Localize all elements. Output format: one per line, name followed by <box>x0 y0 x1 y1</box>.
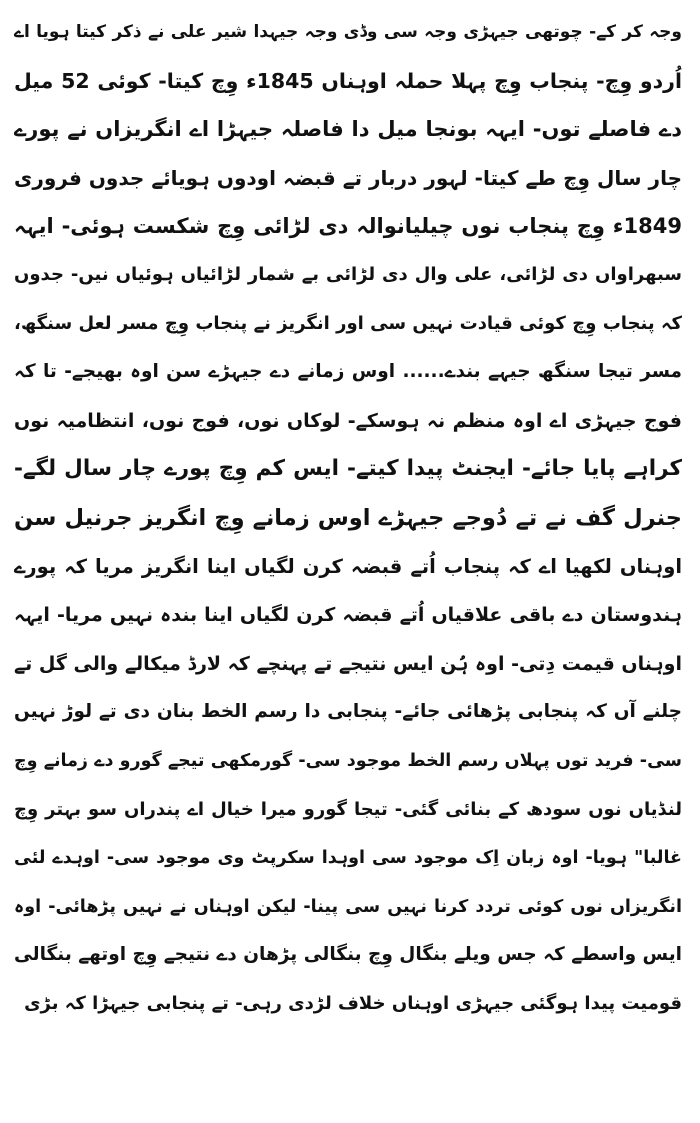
text-line: انگریزاں نوں کوئی تردد کرنا نہیں سی پینا- لیکن اوہناں نے نہیں پڑھائی- اوہ <box>14 896 682 917</box>
text-line: کراہے پایا جائے- ایجنٹ پیدا کیتے- ایس کم وِچ پورے چار سال لگے- <box>14 456 682 482</box>
text-line: اُردو وِچ- پنجاب وِچ پہلا حملہ اوہناں 1845ء وِچ کیتا- کوئی 52 میل <box>14 68 682 93</box>
text-line: سبھراواں دی لڑائی، علی وال دی لڑائی بے شمار لڑائیاں ہوئیاں نیں- جدوں <box>14 263 682 285</box>
text-line: فوج جیہڑی اے اوہ منظم نہ ہوسکے- لوکاں نوں، فوج نوں، انتظامیہ نوں <box>14 409 682 432</box>
text-line: اوہناں لکھیا اے کہ پنجاب اُتے قبضہ کرن لگیاں اینا انگریز مریا کہ پورے <box>14 554 682 578</box>
text-line: چلنے آں کہ پنجابی پڑھائی جائے- پنجابی دا رسم الخط بنان دی تے لوڑ نہیں <box>14 701 682 723</box>
text-line: جنرل گف نے تے دُوجے جیہڑے اوس زمانے وِچ انگریز جرنیل سن <box>14 504 682 531</box>
text-line: لنڈیاں نوں سودھ کے بنائی گئی- تیجا گورو میرا خیال اے پندراں سو بہتر وِچ <box>14 798 682 820</box>
text-line: ایس واسطے کہ جس ویلے بنگال وِچ بنگالی پڑھان دے نتیجے وِچ اوتھے بنگالی <box>14 944 682 966</box>
text-line: کہ پنجاب وِچ کوئی قیادت نہیں سی اور انگریز نے پنجاب وِچ مسر لعل سنگھ، <box>14 312 682 334</box>
text-line: دے فاصلے توں- ایہہ بونجا میل دا فاصلہ جیہڑا اے انگریزاں نے پورے <box>14 117 682 142</box>
text-line: غالبا" ہویا- اوہ زبان اِک موجود سی اوہدا سکرپٹ وی موجود سی- اوہدے لئی <box>14 848 682 869</box>
text-line: مسر تیجا سنگھ جیہے بندے...... اوس زمانے دے جیہڑے سن اوہ بھیجے- تا کہ <box>14 361 682 383</box>
body-text <box>14 8 682 1028</box>
text-line: وجہ کر کے- چوتھی جیہڑی وجہ سی وڈی وجہ جیہدا شیر علی نے ذکر کیتا ہویا اے <box>14 22 682 42</box>
text-line: چار سال وِچ طے کیتا- لہور دربار تے قبضہ اودوں ہویائے جدوں فروری <box>14 165 682 190</box>
text-line: ہندوستان دے باقی علاقیاں اُتے قبضہ کرن لگیاں اینا بندہ نہیں مریا- ایہہ <box>14 604 682 627</box>
text-line: سی- فرید توں پہلاں رسم الخط موجود سی- گورمکھی تیجے گورو دے زمانے وِچ <box>14 750 682 771</box>
text-line: قومیت پیدا ہوگئی جیہڑی اوہناں خلاف لڑدی رہی- تے پنجابی جیہڑا کہ بڑی <box>24 992 682 1014</box>
text-line: 1849ء وِچ پنجاب نوں چیلیانوالہ دی لڑائی وِچ شکست ہوئی- ایہہ <box>14 214 682 239</box>
text-line: اوہناں قیمت دِتی- اوہ ہُن ایس نتیجے تے پہنچے کہ لارڈ میکالے والی گل تے <box>14 652 682 675</box>
